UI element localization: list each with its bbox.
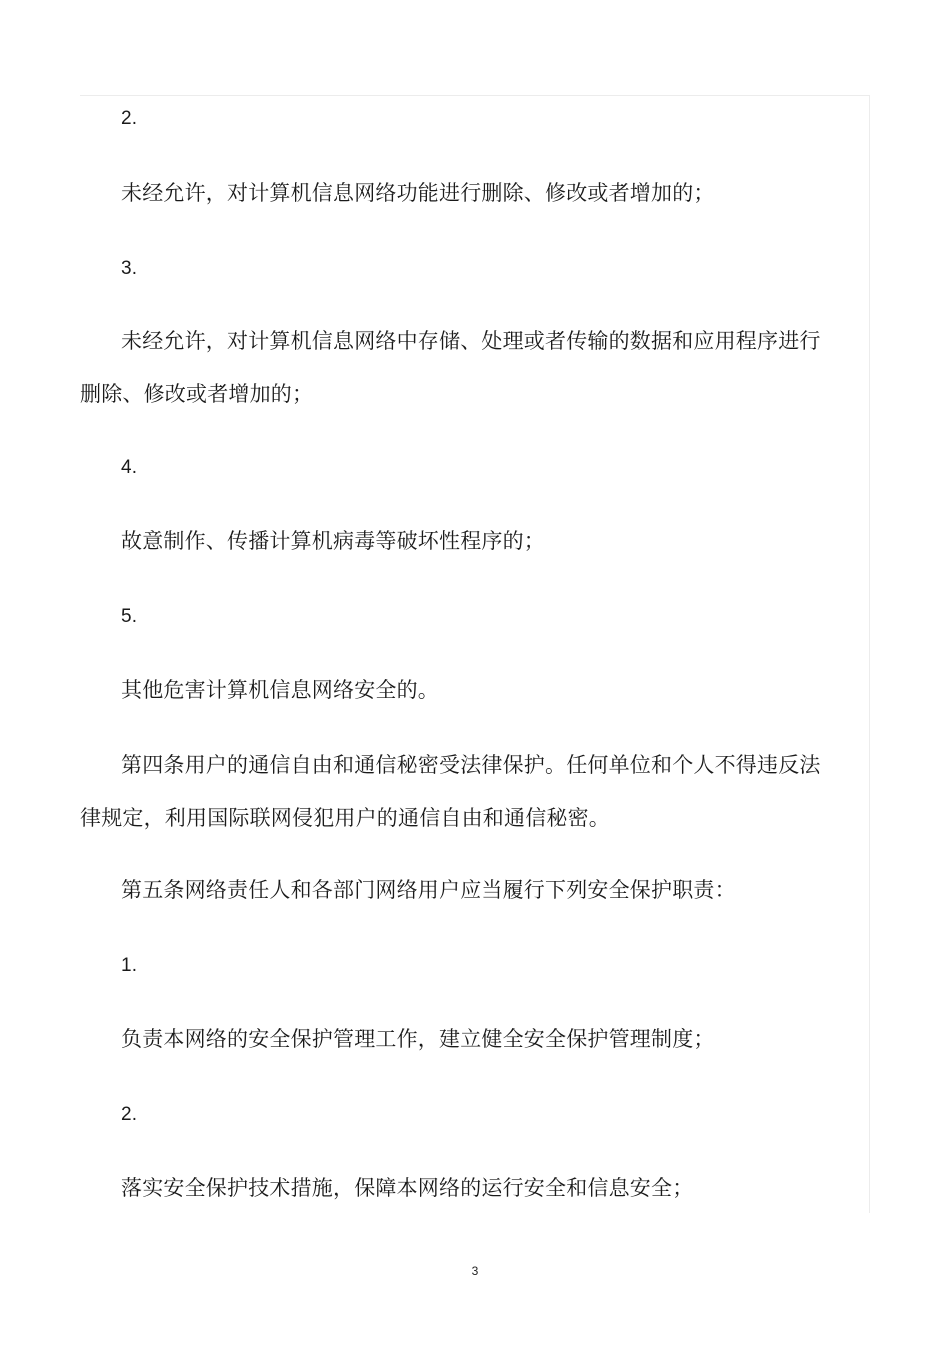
- list-number-2: 2.: [121, 108, 138, 129]
- list-number-2b: 2.: [121, 1104, 138, 1125]
- article-5-paragraph: 第五条网络责任人和各部门网络用户应当履行下列安全保护职责：: [121, 878, 736, 902]
- paragraph-item-5: 其他危害计算机信息网络安全的。: [121, 678, 439, 702]
- list-number-3: 3.: [121, 258, 138, 279]
- page-number: 3: [471, 1264, 479, 1278]
- article-4-paragraph: 第四条用户的通信自由和通信秘密受法律保护。任何单位和个人不得违反法律规定，利用国际联网侵犯用户的通信自由和通信秘密。: [80, 753, 821, 830]
- list-number-1: 1.: [121, 955, 138, 976]
- paragraph-item-4: 故意制作、传播计算机病毒等破坏性程序的；: [121, 529, 545, 553]
- paragraph-duty-2: 落实安全保护技术措施，保障本网络的运行安全和信息安全；: [121, 1176, 694, 1200]
- list-number-4: 4.: [121, 457, 138, 478]
- paragraph-item-2: 未经允许，对计算机信息网络功能进行删除、修改或者增加的；: [121, 181, 715, 205]
- list-number-5: 5.: [121, 606, 138, 627]
- paragraph-duty-1: 负责本网络的安全保护管理工作，建立健全安全保护管理制度；: [121, 1027, 715, 1051]
- paragraph-item-3: 未经允许，对计算机信息网络中存储、处理或者传输的数据和应用程序进行删除、修改或者增加的；: [80, 329, 821, 406]
